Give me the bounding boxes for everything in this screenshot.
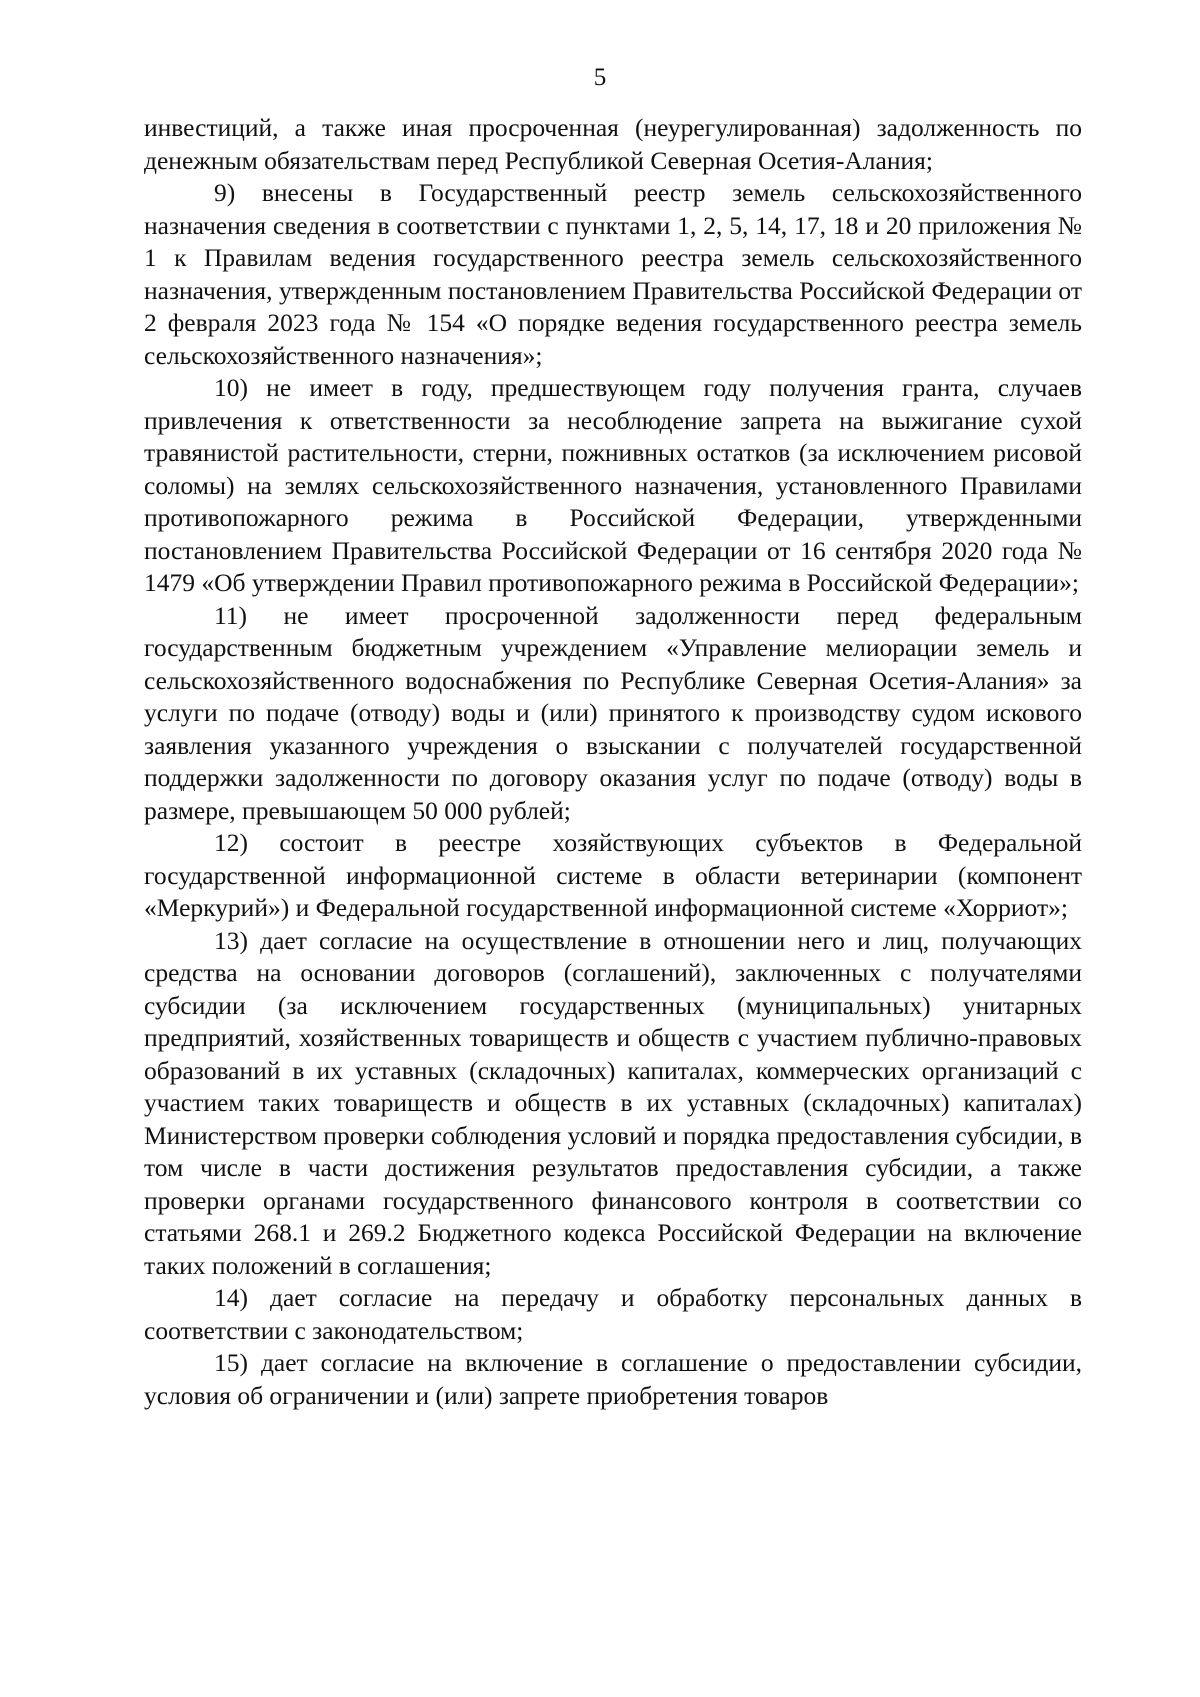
paragraph-item-11: 11) не имеет просроченной задолженности перед федеральным государственным бюджетным учреждением «Управление мелиорации земель и сельскохозяйственного водоснабжения по Республике Северная Осетия-Алания» за услуги по подаче (отводу) воды и (или) принятого к производству судом искового заявления указанного учреждения о взыскании с получателей государственной поддержки задолженности по договору оказания услуг по подаче (отводу) воды в размере, превышающем 50 000 рублей; (144, 600, 1082, 825)
paragraph-item-9: 9) внесены в Государственный реестр земель сельскохозяйственного назначения сведения в соответствии с пунктами 1, 2, 5, 14, 17, 18 и 20 приложения № 1 к Правилам ведения государственного реестра земель сельскохозяйственного назначения, утвержденным постановлением Правительства Российской Федерации от 2 февраля 2023 года № 154 «О порядке ведения государственного реестра земель сельскохозяйственного назначения»; (144, 178, 1082, 370)
paragraph-item-10: 10) не имеет в году, предшествующем году получения гранта, случаев привлечения к ответственности за несоблюдение запрета на выжигание сухой травянистой растительности, стерни, пожнивных остатков (за исключением рисовой соломы) на землях сельскохозяйственного назначения, установленного Правилами противопожарного режима в Российской Федерации, утвержденными постановлением Правительства Российской Федерации от 16 сентября 2020 года № 1479 «Об утверждении Правил противопожарного режима в Российской Федерации»; (144, 373, 1082, 597)
document-body (144, 112, 1082, 1412)
paragraph-item-12: 12) состоит в реестре хозяйствующих субъектов в Федеральной государственной информационной системе в области ветеринарии (компонент «Меркурий») и Федеральной государственной информационной системе «Хорриот»; (144, 828, 1082, 922)
paragraph-item-13: 13) дает согласие на осуществление в отношении него и лиц, получающих средства на основании договоров (соглашений), заключенных с получателями субсидии (за исключением государственных (муниципальных) унитарных предприятий, хозяйственных товариществ и обществ с участием публично-правовых образований в их уставных (складочных) капиталах, коммерческих организаций с участием таких товариществ и обществ в их уставных (складочных) капиталах) Министерством проверки соблюдения условий и порядка предоставления субсидии, в том числе в части достижения результатов предоставления субсидии, а также проверки органами государственного финансового контроля в соответствии со статьями 268.1 и 269.2 Бюджетного кодекса Российской Федерации на включение таких положений в соглашения; (144, 925, 1082, 1280)
paragraph-continuation: инвестиций, а также иная просроченная (неурегулированная) задолженность по денежным обязательствам перед Республикой Северная Осетия-Алания; (144, 113, 1082, 175)
paragraph-item-15: 15) дает согласие на включение в соглашение о предоставлении субсидии, условия об ограничении и (или) запрете приобретения товаров (144, 1348, 1082, 1410)
paragraph-item-14: 14) дает согласие на передачу и обработку персональных данных в соответствии с законодательством; (144, 1283, 1082, 1345)
page-number: 5 (593, 64, 607, 91)
